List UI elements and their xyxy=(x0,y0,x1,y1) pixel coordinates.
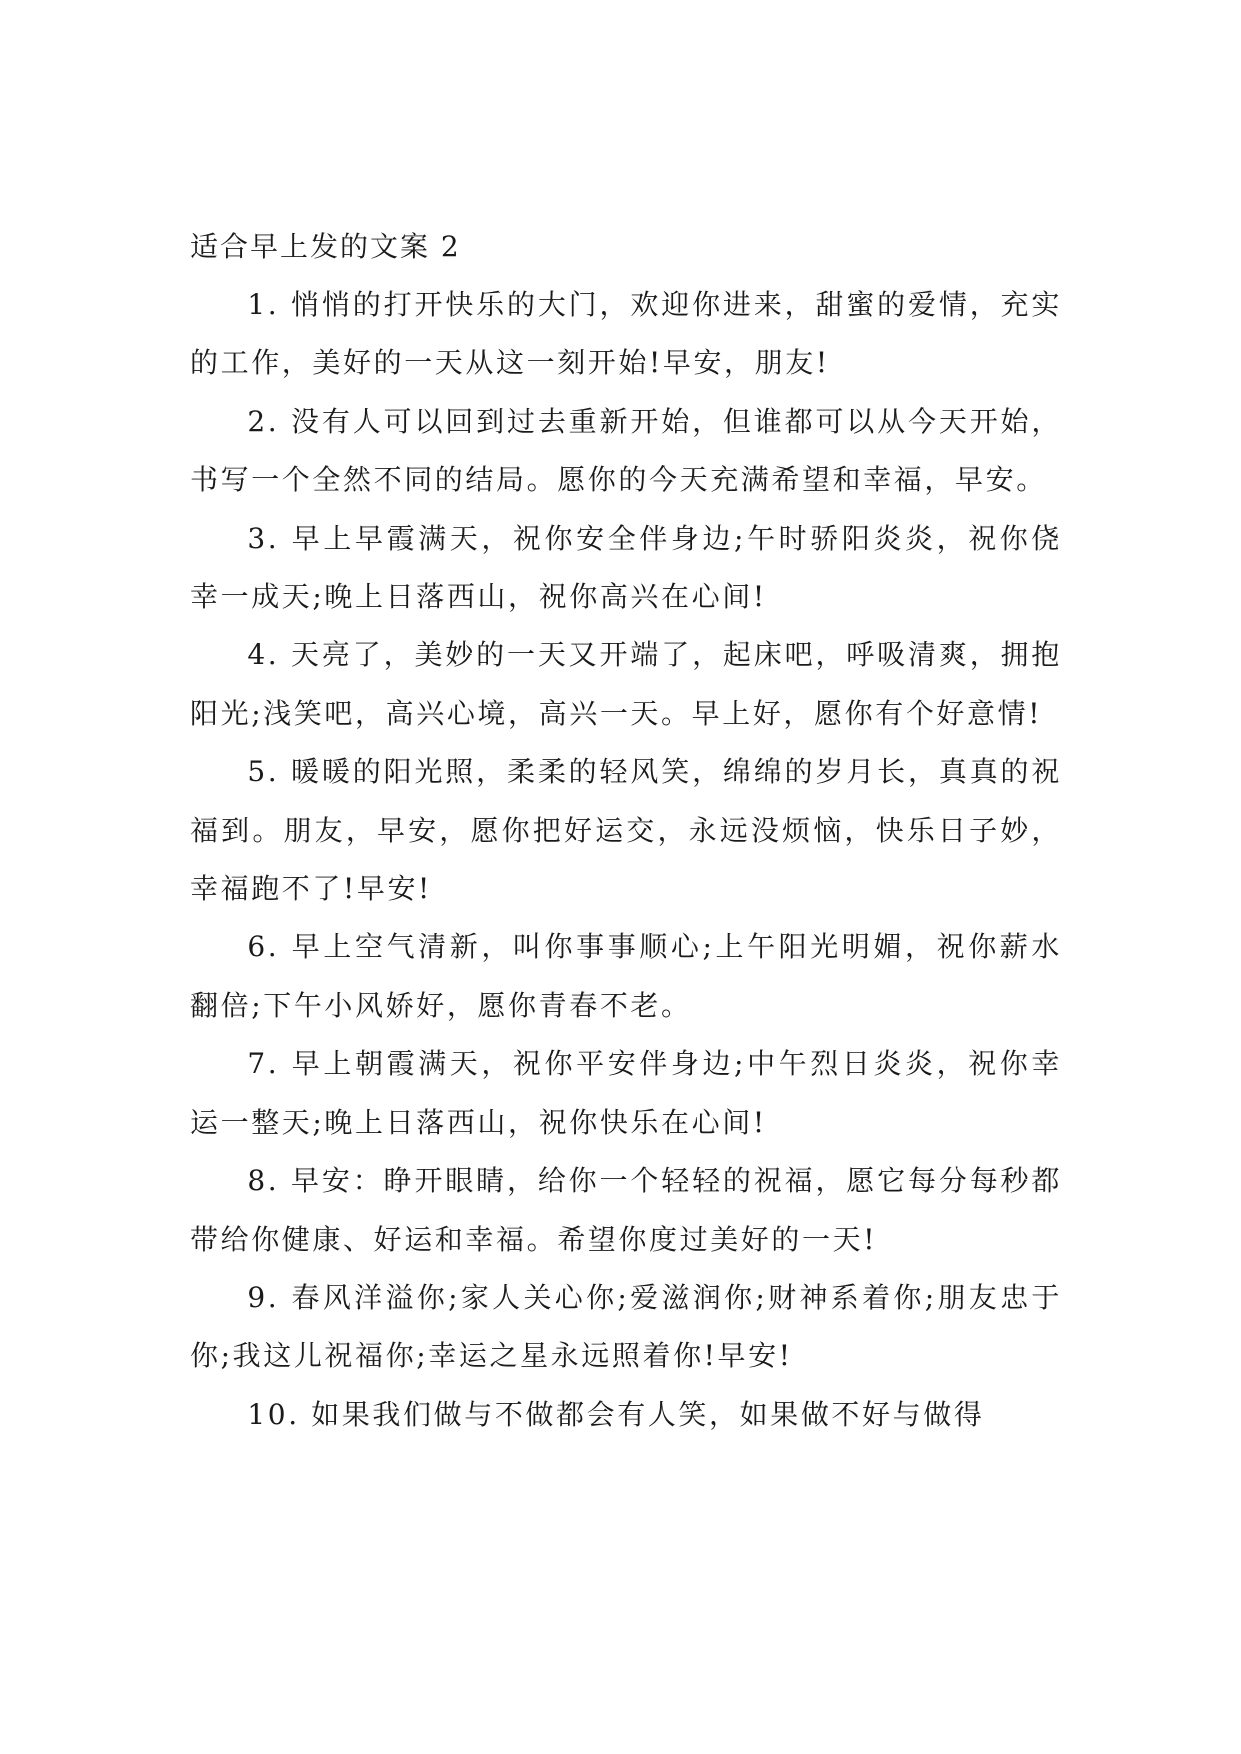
paragraph-8: 8. 早安：睁开眼睛，给你一个轻轻的祝福，愿它每分每秒都带给你健康、好运和幸福。希望你度过美好的一天! xyxy=(190,1164,1062,1256)
paragraph-9: 9. 春风洋溢你;家人关心你;爱滋润你;财神系着你;朋友忠于你;我这儿祝福你;幸运之星永远照着你!早安! xyxy=(190,1280,1062,1373)
paragraph-10: 10. 如果我们做与不做都会有人笑，如果做不好与做得 xyxy=(247,1397,985,1431)
document-title: 适合早上发的文案 2 xyxy=(190,230,461,263)
paragraph-5: 5. 暖暖的阳光照，柔柔的轻风笑，绵绵的岁月长，真真的祝福到。朋友，早安，愿你把好运交，永远没烦恼，快乐日子妙，幸福跑不了!早安! xyxy=(190,755,1062,906)
paragraph-4: 4. 天亮了，美妙的一天又开端了，起床吧，呼吸清爽，拥抱阳光;浅笑吧，高兴心境，高兴一天。早上好，愿你有个好意情! xyxy=(190,638,1062,730)
paragraph-7: 7. 早上朝霞满天，祝你平安伴身边;中午烈日炎炎，祝你幸运一整天;晚上日落西山，祝你快乐在心间! xyxy=(190,1047,1062,1139)
paragraph-2: 2. 没有人可以回到过去重新开始，但谁都可以从今天开始，书写一个全然不同的结局。愿你的今天充满希望和幸福，早安。 xyxy=(190,404,1062,497)
paragraph-1: 1. 悄悄的打开快乐的大门，欢迎你进来，甜蜜的爱情，充实的工作，美好的一天从这一刻开始!早安，朋友! xyxy=(190,288,1062,380)
paragraph-6: 6. 早上空气清新，叫你事事顺心;上午阳光明媚，祝你薪水翻倍;下午小风娇好，愿你青春不老。 xyxy=(190,930,1062,1022)
paragraph-3: 3. 早上早霞满天，祝你安全伴身边;午时骄阳炎炎，祝你侥幸一成天;晚上日落西山，祝你高兴在心间! xyxy=(190,521,1062,614)
document-body xyxy=(190,218,1062,1444)
